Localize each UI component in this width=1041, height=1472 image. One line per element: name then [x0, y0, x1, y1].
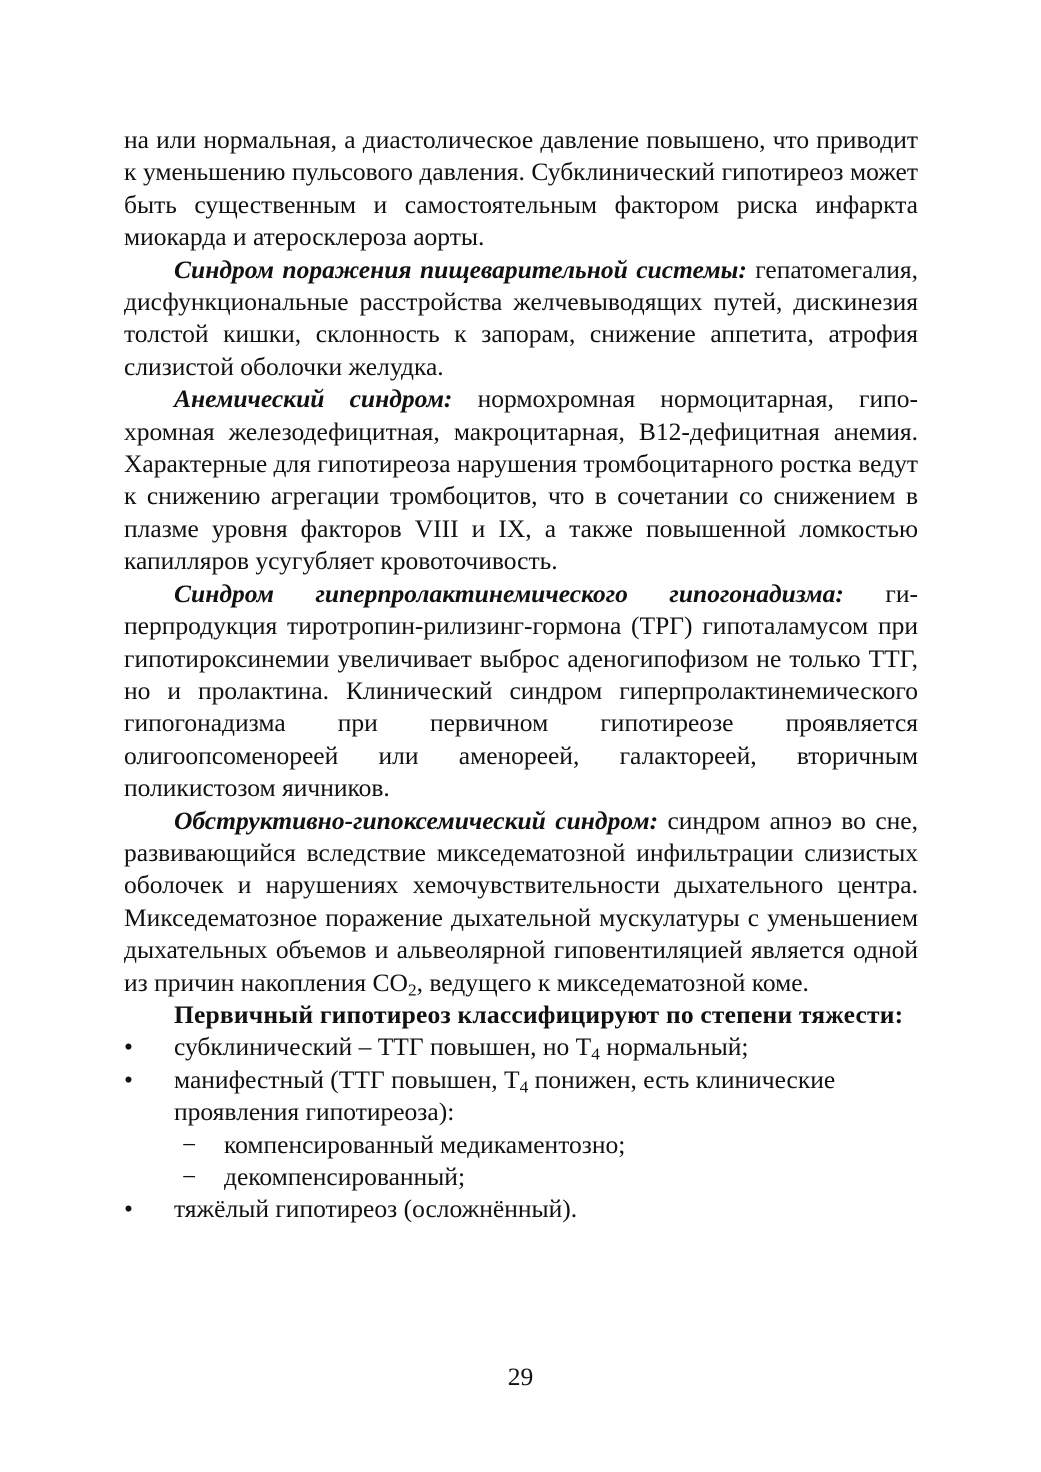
sublist-item-decompensated	[174, 1161, 918, 1193]
t4-subscript: 4	[591, 1044, 600, 1064]
subclinical-text: субклинический – ТТГ повышен, но Т	[174, 1032, 592, 1062]
manifest-sublist	[174, 1129, 918, 1194]
paragraph-digestive-syndrome	[124, 254, 918, 384]
obstructive-syndrome-lead: Обструктивно-гипоксемический синдром:	[174, 805, 659, 835]
anemic-syndrome-body: нормохромная нормоцитарная, гипохромная железодефицитная, макроцитарная, В12-дефицитная анемия. Характерные для гипотиреоза нарушения тромбоцитарного ростка ведут к снижению агрегации тромбоцитов, что в сочетании со снижением в плазме уровня факторов VIII и IX, а также повышенной ломкостью капилляров усугубляет кровоточивость.	[124, 384, 918, 576]
page-number: 29	[507, 1362, 534, 1391]
decompensated-text: декомпенсированный;	[224, 1162, 466, 1191]
list-item-manifest	[124, 1064, 918, 1194]
classification-heading: Первичный гипотиреоз классифицируют по степени тяжести:	[174, 999, 904, 1029]
co2-subscript: 2	[407, 979, 417, 999]
dash-icon: −	[182, 1129, 197, 1159]
bullet-icon: •	[124, 1032, 133, 1062]
digestive-syndrome-body: гепатомегалия, дисфункциональные расстройства желчевыводящих путей, дискинезия толстой кишки, склонность к запорам, снижение аппетита, атрофия слизистой оболочки желудка.	[124, 254, 919, 381]
page-content	[124, 124, 918, 1226]
digestive-syndrome-lead: Синдром поражения пищеварительной системы:	[174, 254, 747, 284]
list-item-severe	[124, 1193, 918, 1225]
compensated-text: компенсированный медикаментозно;	[224, 1129, 626, 1159]
paragraph-cardiovascular-continuation: на или нормальная, а диастолическое давление повышено, что приводит к уменьшению пульсового давления. Субклинический гипотиреоз может быть существенным и самостоятельным фактором риска инфаркта миокарда и атеросклероза аорты.	[124, 125, 918, 252]
list-item-subclinical	[124, 1031, 918, 1063]
bullet-icon: •	[124, 1194, 133, 1224]
hyperprolactinemic-syndrome-lead: Синдром гиперпролактинемического гипогонадизма:	[174, 578, 844, 608]
severe-text: тяжёлый гипотиреоз (осложнённый).	[174, 1194, 578, 1224]
paragraph-hyperprolactinemic-syndrome	[124, 578, 918, 805]
subclinical-text-end: нормальный;	[599, 1032, 749, 1062]
hyperprolactinemic-syndrome-body: гиперпродукция тиротропин-рилизинг-гормона (ТРГ) гипоталамусом при гипотироксинемии увеличивает выброс аденогипофизом не только ТТГ, но и пролактина. Клинический синдром гиперпролактинемического гипогонадизма при первичном гипотиреозе проявляется олигоопсоменореей или аменореей, галактореей, вторичным поликистозом яичников.	[124, 578, 919, 803]
paragraph-obstructive-syndrome	[124, 805, 918, 999]
obstructive-syndrome-tail: , ведущего к микседематозной коме.	[416, 967, 809, 997]
obstructive-syndrome-body: синдром апноэ во сне, развивающийся вследствие микседематозной инфильтрации слизистых оболочек и нарушениях хемочувствительности дыхательного центра. Микседематозное поражение дыхательной мускулатуры с уменьшением дыхательных объемов и альвеолярной гиповентиляцией является одной из причин накопления СО	[124, 805, 918, 997]
t4-subscript: 4	[519, 1077, 529, 1097]
classification-list	[124, 1031, 918, 1225]
paragraph-anemic-syndrome	[124, 383, 918, 577]
sublist-item-compensated	[174, 1129, 918, 1161]
anemic-syndrome-lead: Анемический синдром:	[174, 384, 453, 414]
manifest-text: манифестный (ТТГ повышен, Т	[174, 1064, 520, 1094]
manifest-text-end: понижен, есть клинические проявления гипотиреоза):	[174, 1064, 836, 1127]
bullet-icon: •	[124, 1064, 133, 1094]
dash-icon: −	[182, 1162, 197, 1191]
